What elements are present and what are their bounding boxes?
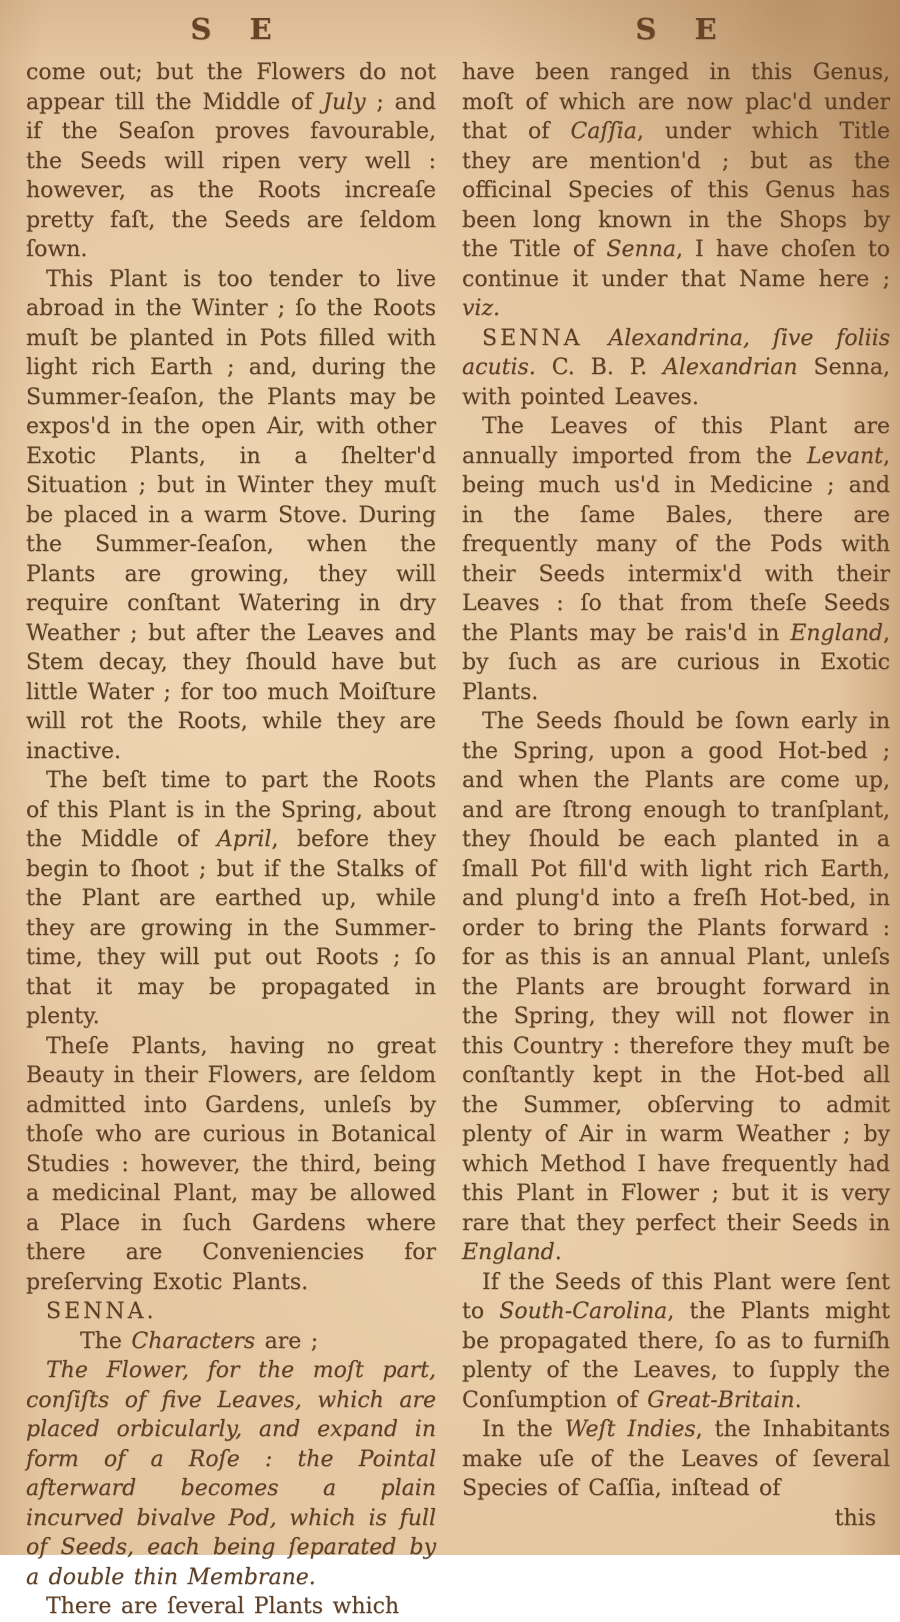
text-segment: England (462, 1240, 555, 1265)
text-segment: The Flower, for the moſt part, conſiſts of five Leaves, which are placed orbicularly, and expand in form of a Roſe : the Pointal afterward becomes a plain incurved bivalve Pod, which is full of Seeds, each being ſeparated by a double thin Membrane. (26, 1358, 436, 1590)
paragraph (26, 1032, 436, 1298)
text-segment: This Plant is too tender to live abroad in the Winter ; ſo the Roots muſt be planted in Pots filled with light rich Earth ; and, during the Summer-ſeaſon, the Plants may be expos'd in the open Air, with other Exotic Plants, in a ſhelter'd Situation ; but in Winter they muſt be placed in a warm Stove. During the Summer-ſeaſon, when the Plants are growing, they will require conſtant Watering in dry Weather ; but after the Leaves and Stem decay, they ſhould have but little Water ; for too much Moiſture will rot the Roots, while they are inactive. (26, 266, 436, 764)
paragraph (26, 766, 436, 1032)
text-segment: come out; but the Flowers do not appear till the Middle of (26, 60, 436, 115)
text-segment: ; and if the Seaſon proves favourable, the Seeds will ripen very well : however, as the Roots increaſe pretty faſt, the Seeds are ſeldom ſown. (26, 89, 436, 262)
running-header-left: S E (190, 12, 286, 46)
text-segment: April (216, 827, 272, 852)
text-segment: , the Plants might be propagated there, ſo as to furniſh plenty of the Leaves, to ſupply the Conſumption of (462, 1299, 890, 1413)
text-segment: Alexandrina, ſive foliis acutis. (462, 325, 890, 380)
paragraph (462, 412, 890, 707)
text-segment: In the (482, 1417, 565, 1442)
text-segment: July (323, 89, 366, 115)
senna-heading (26, 1297, 436, 1327)
text-segment: viz. (462, 296, 501, 321)
text-segment: SENNA. (46, 1299, 157, 1324)
paragraph (26, 1592, 436, 1622)
running-header-right: S E (635, 12, 731, 46)
characters-heading (26, 1327, 436, 1357)
text-segment: , I have choſen to continue it under that Name here ; (462, 237, 890, 292)
left-column (26, 4, 436, 1619)
text-segment: have been ranged in this Genus, moſt of which are now plac'd under that of (462, 60, 890, 144)
text-segment: The Leaves of this Plant are annually imported from the (462, 414, 890, 469)
text-segment: this (834, 1505, 876, 1531)
species-entry (462, 324, 890, 413)
text-segment: Weſt Indies (564, 1417, 696, 1442)
paragraph (26, 265, 436, 767)
text-segment: Levant (806, 443, 883, 469)
text-segment: . (794, 1387, 802, 1413)
text-segment: If the Seeds of this Plant were ſent to (462, 1269, 890, 1324)
paragraph (462, 1415, 890, 1504)
paragraph (462, 58, 890, 324)
text-segment: , under which Title they are mention'd ; but as the officinal Species of this Genus has been long known in the Shops by the Title of (462, 119, 891, 262)
text-segment: The beſt time to part the Roots of this Plant is in the Spring, about the Middle of (26, 768, 436, 852)
right-column-text (462, 58, 890, 1533)
text-segment: Senna, with pointed Leaves. (462, 355, 890, 410)
text-segment: England (790, 620, 883, 646)
text-segment: South-Carolina (499, 1299, 668, 1324)
text-segment: are ; (255, 1328, 319, 1354)
text-segment: , the Inhabitants make uſe of the Leaves of ſeveral Species of Caſſia, inſtead of (462, 1417, 890, 1501)
paragraph (462, 1268, 890, 1416)
text-segment: There are ſeveral Plants which (46, 1594, 400, 1619)
paragraph (26, 58, 436, 265)
text-segment: Great-Britain (647, 1387, 795, 1413)
right-column (462, 4, 890, 1555)
paragraph (26, 1356, 436, 1592)
text-segment: Senna (606, 237, 676, 262)
text-segment: The (80, 1328, 132, 1354)
text-segment: Alexandrian (662, 355, 798, 380)
text-segment: Characters (131, 1328, 256, 1354)
left-column-text (26, 58, 436, 1622)
text-segment: Theſe Plants, having no great Beauty in their Flowers, are ſeldom admitted into Gardens, unleſs by thoſe who are curious in Botanical Studies : however, the third, being a medicinal Plant, may be allowed a Place in ſuch Gardens where there are Conveniencies for preſerving Exotic Plants. (26, 1033, 436, 1295)
text-segment: , before they begin to ſhoot ; but if the Stalks of the Plant are earthed up, while they are growing in the Summer-time, they will put out Roots ; ſo that it may be propagated in plenty. (26, 827, 436, 1029)
catchword (462, 1504, 890, 1534)
text-segment: The Seeds ſhould be ſown early in the Spring, upon a good Hot-bed ; and when the Plants are come up, and are ſtrong enough to tranſplant, they ſhould be each planted in a ſmall Pot fill'd with light rich Earth, and plung'd into a freſh Hot-bed, in order to bring the Plants forward : for as this is an annual Plant, unleſs the Plants are brought forward in the Spring, they will not flower in this Country : therefore they muſt be conſtantly kept in the Hot-bed all the Summer, obſerving to admit plenty of Air in warm Weather ; by which Method I have frequently had this Plant in Flower ; but it is very rare that they perfect their Seeds in (462, 709, 890, 1236)
text-segment: , by ſuch as are curious in Exotic Plants. (462, 620, 890, 705)
text-segment: . (554, 1240, 562, 1265)
text-segment: Caſſia (570, 119, 637, 144)
text-segment: SENNA (482, 325, 609, 351)
paragraph (462, 707, 890, 1268)
text-segment: , being much us'd in Medicine ; and in the ſame Bales, there are frequently many of the Pods with their Seeds intermix'd with their Leaves : ſo that from theſe Seeds the Plants may be rais'd in (462, 443, 890, 646)
text-segment: C. B. P. (535, 355, 663, 380)
